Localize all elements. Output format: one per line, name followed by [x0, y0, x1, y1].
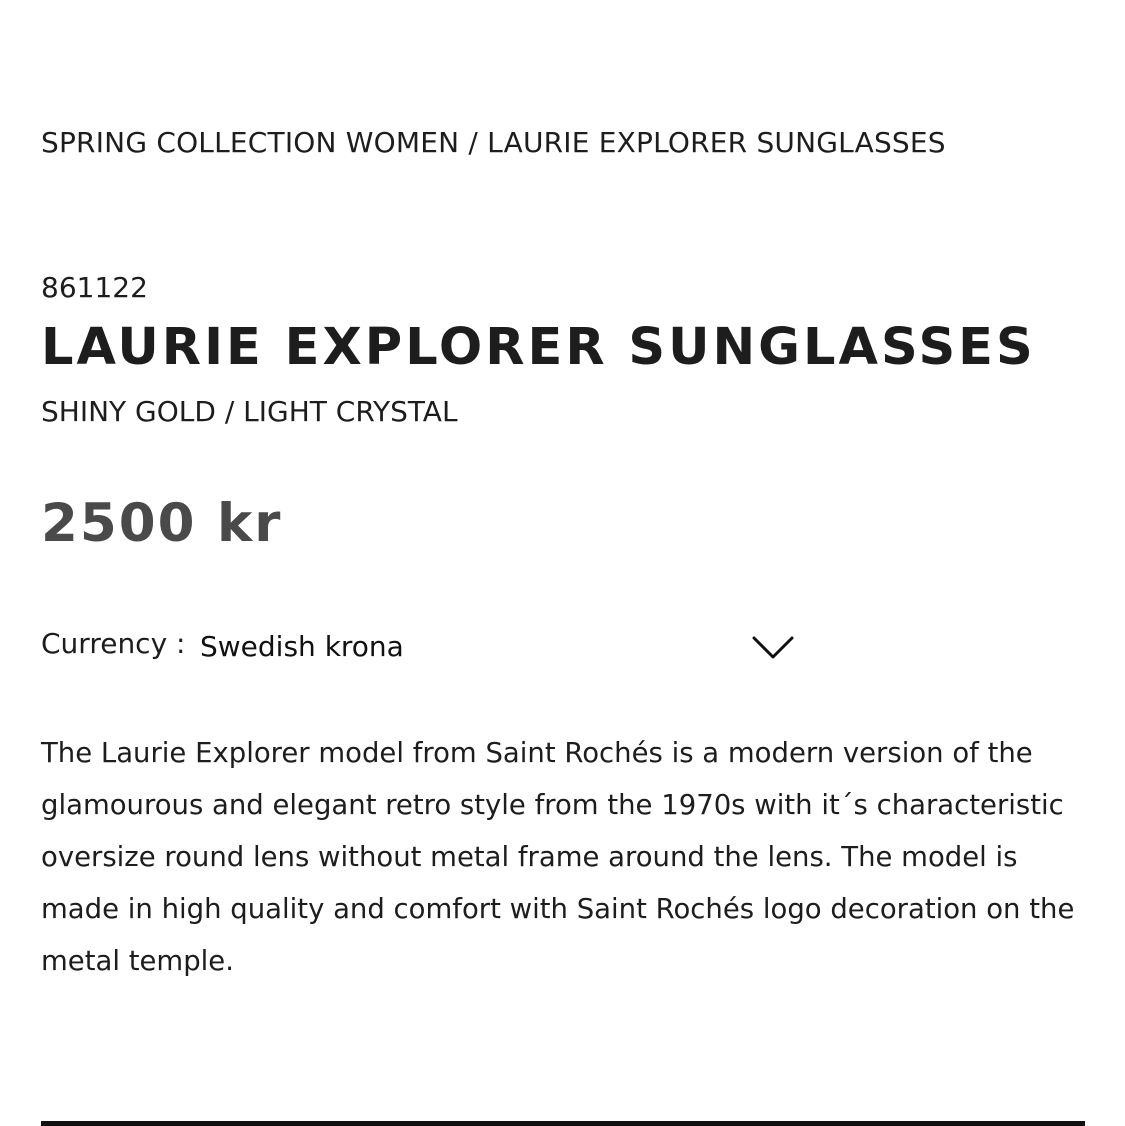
product-title: LAURIE EXPLORER SUNGLASSES: [41, 318, 1036, 377]
breadcrumb-link[interactable]: SPRING COLLECTION WOMEN / LAURIE EXPLORER SUNGLASSES: [41, 126, 946, 159]
breadcrumb[interactable]: [41, 126, 946, 159]
currency-dropdown[interactable]: [200, 625, 636, 669]
currency-selector-row: [41, 625, 641, 669]
currency-label: Currency :: [41, 627, 186, 660]
product-description: The Laurie Explorer model from Saint Rochés is a modern version of the glamourous and elegant retro style from the 1970s with it´s characteristic oversize round lens without metal frame around the lens. The model is made in high quality and comfort with Saint Rochés logo decoration on the metal temple.: [41, 737, 1075, 977]
product-variant: SHINY GOLD / LIGHT CRYSTAL: [41, 395, 458, 428]
chevron-down-icon[interactable]: [752, 635, 794, 661]
section-divider: [41, 1121, 1085, 1126]
product-sku: 861122: [41, 271, 148, 304]
product-price: 2500 kr: [41, 493, 283, 554]
currency-selected-value: Swedish krona: [200, 630, 404, 663]
